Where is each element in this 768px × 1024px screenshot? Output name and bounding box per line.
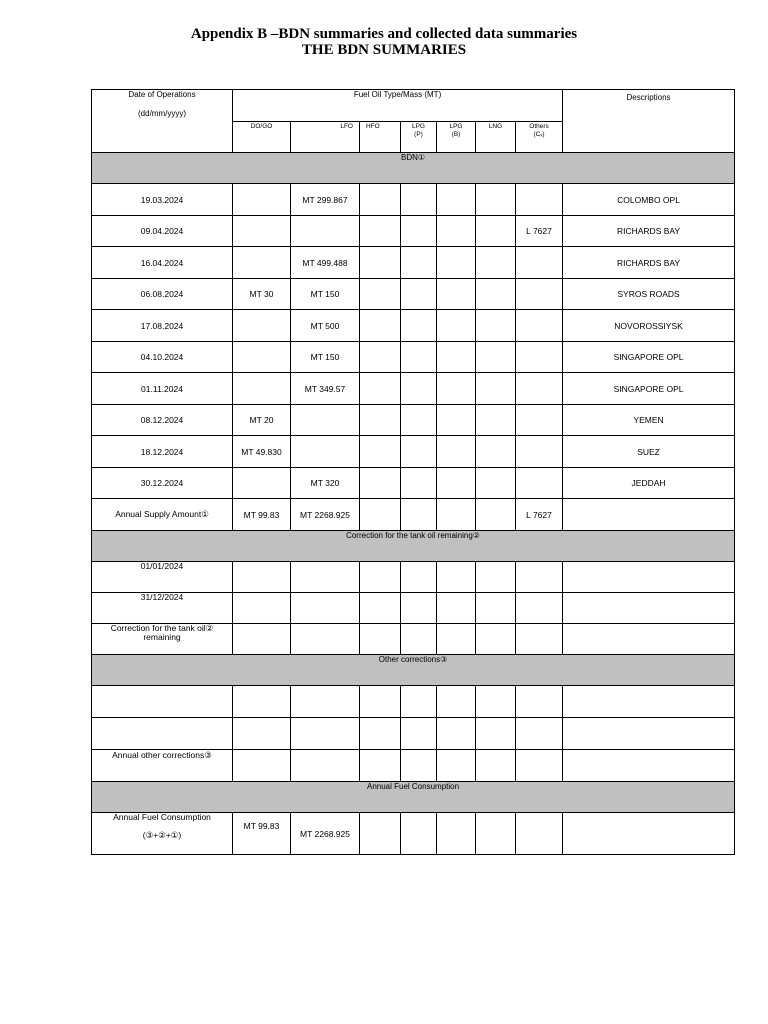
hfo-cell xyxy=(360,184,401,216)
dogo-cell xyxy=(233,468,291,499)
lpgp-cell xyxy=(401,624,437,655)
other-section-label: Other corrections③ xyxy=(92,655,735,686)
desc-cell xyxy=(563,499,735,531)
hfo-cell xyxy=(360,342,401,373)
others-cell xyxy=(516,718,563,750)
annual-consumption-label: Annual Fuel Consumption (③+②+①) xyxy=(92,813,233,855)
lng-cell xyxy=(476,436,516,468)
lpgp-cell xyxy=(401,247,437,279)
lpgp-cell xyxy=(401,562,437,593)
lpgb-cell xyxy=(437,499,476,531)
lpgp-cell xyxy=(401,686,437,718)
others-cell xyxy=(516,624,563,655)
lpgb-cell xyxy=(437,593,476,624)
hfo-cell xyxy=(360,279,401,310)
lng-cell xyxy=(476,750,516,782)
others-cell xyxy=(516,468,563,499)
others-cell xyxy=(516,310,563,342)
others-cell xyxy=(516,184,563,216)
column-header-lfo: LFO xyxy=(291,122,360,153)
date-cell: Annual Supply Amount① xyxy=(92,499,233,531)
lpgp-cell xyxy=(401,279,437,310)
hfo-cell xyxy=(360,499,401,531)
table-row xyxy=(92,216,735,247)
lfo-cell xyxy=(291,686,360,718)
desc-cell: SYROS ROADS xyxy=(563,279,735,310)
annual-section xyxy=(92,782,735,813)
hfo-cell xyxy=(360,216,401,247)
date-cell: Annual other corrections③ xyxy=(92,750,233,782)
date-cell: 17.08.2024 xyxy=(92,310,233,342)
column-header-lpg-b: LPG (B) xyxy=(437,122,476,153)
dogo-cell: MT 99.83 xyxy=(233,499,291,531)
lpgp-cell xyxy=(401,373,437,405)
hfo-cell xyxy=(360,310,401,342)
lpgb-cell xyxy=(437,184,476,216)
others-cell xyxy=(516,373,563,405)
desc-cell xyxy=(563,562,735,593)
lfo-cell xyxy=(291,216,360,247)
dogo-cell: MT 49.830 xyxy=(233,436,291,468)
lpgb-cell xyxy=(437,750,476,782)
lpgb-cell xyxy=(437,624,476,655)
lpgb-cell xyxy=(437,562,476,593)
lfo-cell xyxy=(291,624,360,655)
lpgp-cell xyxy=(401,468,437,499)
correction-section-label: Correction for the tank oil remaining② xyxy=(92,531,735,562)
date-cell: 31/12/2024 xyxy=(92,593,233,624)
lfo-cell xyxy=(291,718,360,750)
fuel-oil-type-header: Fuel Oil Type/Mass (MT) xyxy=(233,90,563,122)
column-header-lpg-p: LPG (P) xyxy=(401,122,437,153)
lng-cell xyxy=(476,624,516,655)
table-row xyxy=(92,624,735,655)
lfo-cell xyxy=(291,750,360,782)
others-cell: L 7627 xyxy=(516,499,563,531)
lfo-cell: MT 150 xyxy=(291,342,360,373)
date-cell xyxy=(92,686,233,718)
date-cell: 18.12.2024 xyxy=(92,436,233,468)
dogo-cell xyxy=(233,593,291,624)
lpgp-cell xyxy=(401,405,437,436)
others-cell xyxy=(516,593,563,624)
empty-cell xyxy=(563,813,735,855)
desc-cell xyxy=(563,593,735,624)
table-row xyxy=(92,468,735,499)
date-cell: 04.10.2024 xyxy=(92,342,233,373)
dogo-cell xyxy=(233,750,291,782)
table-row xyxy=(92,686,735,718)
lfo-cell: MT 349.57 xyxy=(291,373,360,405)
lng-cell xyxy=(476,686,516,718)
others-cell xyxy=(516,562,563,593)
lfo-cell: MT 299.867 xyxy=(291,184,360,216)
desc-cell: SINGAPORE OPL xyxy=(563,373,735,405)
date-cell xyxy=(92,718,233,750)
lng-cell xyxy=(476,216,516,247)
hfo-cell xyxy=(360,562,401,593)
date-cell: 08.12.2024 xyxy=(92,405,233,436)
lfo-cell: MT 500 xyxy=(291,310,360,342)
hfo-cell xyxy=(360,373,401,405)
others-cell xyxy=(516,436,563,468)
column-header-dogo: DO/GO xyxy=(233,122,291,153)
lng-cell xyxy=(476,593,516,624)
table-row xyxy=(92,750,735,782)
others-cell xyxy=(516,342,563,373)
bdn-section-label: BDN① xyxy=(92,153,735,184)
desc-cell: NOVOROSSIYSK xyxy=(563,310,735,342)
lfo-cell xyxy=(291,593,360,624)
lpgb-cell xyxy=(437,718,476,750)
descriptions-header: Descriptions xyxy=(563,90,735,153)
lng-cell xyxy=(476,342,516,373)
desc-cell xyxy=(563,624,735,655)
lpgp-cell xyxy=(401,310,437,342)
desc-cell xyxy=(563,718,735,750)
dogo-cell: MT 99.83 xyxy=(233,813,291,855)
dogo-cell: MT 30 xyxy=(233,279,291,310)
lpgp-cell xyxy=(401,216,437,247)
lfo-cell xyxy=(291,405,360,436)
table-row xyxy=(92,342,735,373)
lpgp-cell xyxy=(401,184,437,216)
other-section xyxy=(92,655,735,686)
dogo-cell xyxy=(233,624,291,655)
hfo-cell xyxy=(360,436,401,468)
lng-cell xyxy=(476,373,516,405)
lpgp-cell xyxy=(401,499,437,531)
lpgp-cell xyxy=(401,750,437,782)
lng-cell xyxy=(476,279,516,310)
lng-cell xyxy=(476,468,516,499)
lng-cell xyxy=(476,718,516,750)
table-row xyxy=(92,436,735,468)
dogo-cell: MT 20 xyxy=(233,405,291,436)
lpgb-cell xyxy=(437,310,476,342)
hfo-cell xyxy=(360,593,401,624)
column-header-hfo: HFO xyxy=(360,122,401,153)
desc-cell: SINGAPORE OPL xyxy=(563,342,735,373)
others-cell xyxy=(516,750,563,782)
bdn-section xyxy=(92,153,735,184)
lpgp-cell xyxy=(401,718,437,750)
table-row xyxy=(92,310,735,342)
others-cell: L 7627 xyxy=(516,216,563,247)
hfo-cell xyxy=(360,624,401,655)
bdn-summaries-title: THE BDN SUMMARIES xyxy=(301,42,467,58)
column-header-others: Others (Cₓ) xyxy=(516,122,563,153)
lfo-cell: MT 499.488 xyxy=(291,247,360,279)
lng-cell xyxy=(476,310,516,342)
lng-cell xyxy=(476,184,516,216)
dogo-cell xyxy=(233,216,291,247)
lng-cell xyxy=(476,499,516,531)
dogo-cell xyxy=(233,718,291,750)
lpgb-cell xyxy=(437,686,476,718)
table-row xyxy=(92,593,735,624)
empty-cell xyxy=(437,813,476,855)
empty-cell xyxy=(476,813,516,855)
table-row xyxy=(92,562,735,593)
lfo-cell xyxy=(291,562,360,593)
lfo-cell: MT 150 xyxy=(291,279,360,310)
empty-cell xyxy=(360,813,401,855)
table-row xyxy=(92,247,735,279)
lpgb-cell xyxy=(437,405,476,436)
date-cell: Correction for the tank oil② remaining xyxy=(92,624,233,655)
lpgb-cell xyxy=(437,373,476,405)
lpgp-cell xyxy=(401,436,437,468)
table-row xyxy=(92,279,735,310)
correction-section xyxy=(92,531,735,562)
others-cell xyxy=(516,405,563,436)
hfo-cell xyxy=(360,686,401,718)
dogo-cell xyxy=(233,562,291,593)
desc-cell xyxy=(563,686,735,718)
lpgb-cell xyxy=(437,216,476,247)
date-cell: 19.03.2024 xyxy=(92,184,233,216)
date-cell: 01.11.2024 xyxy=(92,373,233,405)
date-cell: 06.08.2024 xyxy=(92,279,233,310)
dogo-cell xyxy=(233,342,291,373)
dogo-cell xyxy=(233,247,291,279)
date-cell: 09.04.2024 xyxy=(92,216,233,247)
others-cell xyxy=(516,686,563,718)
lfo-cell: MT 2268.925 xyxy=(291,499,360,531)
date-of-operations-header: Date of Operations (dd/mm/yyyy) xyxy=(92,90,233,153)
hfo-cell xyxy=(360,718,401,750)
document-title xyxy=(0,26,768,58)
lng-cell xyxy=(476,247,516,279)
lfo-cell xyxy=(291,436,360,468)
table-row xyxy=(92,184,735,216)
lpgb-cell xyxy=(437,279,476,310)
lfo-cell: MT 2268.925 xyxy=(291,813,360,855)
table-row xyxy=(92,373,735,405)
empty-cell xyxy=(401,813,437,855)
empty-cell xyxy=(516,813,563,855)
date-cell: 01/01/2024 xyxy=(92,562,233,593)
desc-cell: RICHARDS BAY xyxy=(563,247,735,279)
desc-cell: YEMEN xyxy=(563,405,735,436)
lng-cell xyxy=(476,405,516,436)
lng-cell xyxy=(476,562,516,593)
desc-cell: SUEZ xyxy=(563,436,735,468)
annual-section-label: Annual Fuel Consumption xyxy=(92,782,735,813)
lpgb-cell xyxy=(437,247,476,279)
table-row xyxy=(92,405,735,436)
appendix-title: Appendix B –BDN summaries and collected data summaries xyxy=(190,26,578,42)
table-row xyxy=(92,718,735,750)
dogo-cell xyxy=(233,373,291,405)
date-cell: 30.12.2024 xyxy=(92,468,233,499)
hfo-cell xyxy=(360,468,401,499)
lfo-cell: MT 320 xyxy=(291,468,360,499)
dogo-cell xyxy=(233,310,291,342)
table-row xyxy=(92,499,735,531)
date-cell: 16.04.2024 xyxy=(92,247,233,279)
bdn-summary-table xyxy=(91,89,735,855)
lpgb-cell xyxy=(437,342,476,373)
desc-cell: RICHARDS BAY xyxy=(563,216,735,247)
dogo-cell xyxy=(233,184,291,216)
lpgp-cell xyxy=(401,342,437,373)
hfo-cell xyxy=(360,750,401,782)
dogo-cell xyxy=(233,686,291,718)
column-header-lng: LNG xyxy=(476,122,516,153)
lpgp-cell xyxy=(401,593,437,624)
annual-consumption-row xyxy=(92,813,735,855)
hfo-cell xyxy=(360,247,401,279)
desc-cell: COLOMBO OPL xyxy=(563,184,735,216)
hfo-cell xyxy=(360,405,401,436)
desc-cell: JEDDAH xyxy=(563,468,735,499)
lpgb-cell xyxy=(437,436,476,468)
lpgb-cell xyxy=(437,468,476,499)
others-cell xyxy=(516,279,563,310)
others-cell xyxy=(516,247,563,279)
desc-cell xyxy=(563,750,735,782)
